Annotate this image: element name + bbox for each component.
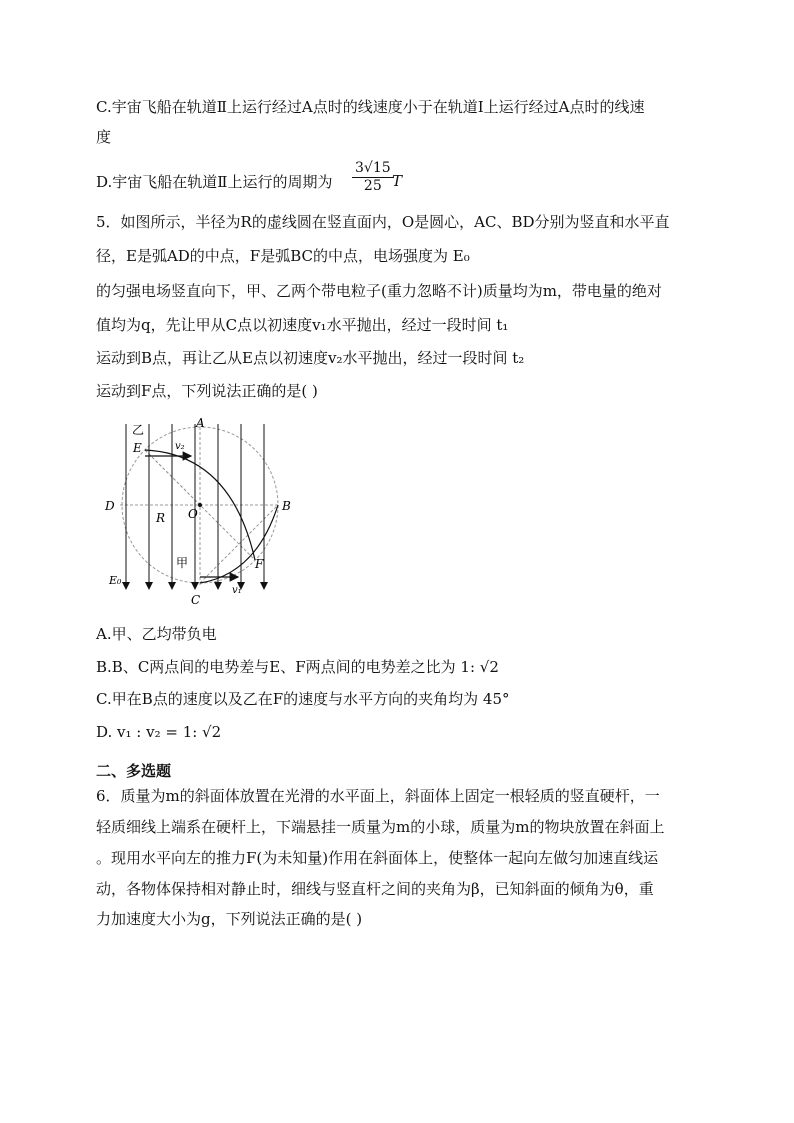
label-v2: v₂: [175, 441, 185, 452]
label-e0: E₀: [109, 574, 122, 587]
label-v1: v₁: [232, 585, 242, 596]
q5-line-6: 运动到F点，下列说法正确的是( ): [96, 382, 318, 400]
label-o: O: [188, 507, 198, 521]
period-symbol: T: [392, 172, 403, 190]
q5-figure: [96, 414, 296, 614]
q5-line-5: 运动到B点，再让乙从E点以初速度v₂水平抛出，经过一段时间 t₂: [96, 349, 525, 367]
option-d-prefix: D.宇宙飞船在轨道Ⅱ上运行的周期为: [96, 173, 333, 191]
q5-option-b: B.B、C两点间的电势差与E、F两点间的电势差之比为 1: √2: [96, 658, 499, 676]
q5-option-d: D. v₁ : v₂ = 1: √2: [96, 723, 222, 741]
fraction-denominator: 25: [363, 178, 382, 194]
label-b: B: [282, 499, 291, 513]
q5-line-4: 值均为q，先让甲从C点以初速度v₁水平抛出，经过一段时间 t₁: [96, 316, 509, 334]
label-r: R: [156, 511, 166, 525]
label-jia: 甲: [176, 556, 189, 570]
label-f: F: [255, 557, 264, 571]
q6-line-5: 力加速度大小为g，下列说法正确的是( ): [96, 910, 363, 928]
period-fraction: [352, 160, 394, 195]
q5-line-3: 的匀强电场竖直向下，甲、乙两个带电粒子(重力忽略不计)质量均为m，带电量的绝对: [96, 282, 662, 300]
option-c-prev-continued: 度: [96, 128, 112, 146]
label-e: E: [133, 441, 142, 455]
label-c: C: [191, 593, 201, 607]
q5-option-c: C.甲在B点的速度以及乙在F的速度与水平方向的夹角均为 45°: [96, 690, 510, 708]
label-a: A: [196, 416, 205, 430]
q6-line-1: 6．质量为m的斜面体放置在光滑的水平面上，斜面体上固定一根轻质的竖直硬杆，一: [96, 787, 660, 805]
q5-line-1: 5．如图所示，半径为R的虚线圆在竖直面内，O是圆心，AC、BD分别为竖直和水平直: [96, 213, 670, 231]
label-d: D: [105, 499, 115, 513]
label-yi: 乙: [132, 423, 145, 437]
option-c-prev: C.宇宙飞船在轨道Ⅱ上运行经过A点时的线速度小于在轨道Ⅰ上运行经过A点时的线速: [96, 98, 645, 116]
fraction-numerator: 3√15: [352, 160, 394, 178]
q5-option-a: A.甲、乙均带负电: [96, 625, 217, 643]
q5-line-2: 径，E是弧AD的中点，F是弧BC的中点，电场强度为 E₀: [96, 247, 470, 265]
option-d-prev: [96, 172, 332, 192]
q6-line-2: 轻质细线上端系在硬杆上，下端悬挂一质量为m的小球，质量为m的物块放置在斜面上: [96, 818, 665, 836]
center-dot: [198, 503, 202, 507]
section-heading: 二、多选题: [96, 762, 172, 780]
q6-line-3: 。现用水平向左的推力F(为未知量)作用在斜面体上，使整体一起向左做匀加速直线运: [96, 849, 659, 867]
q6-line-4: 动，各物体保持相对静止时，细线与竖直杆之间的夹角为β，已知斜面的倾角为θ，重: [96, 880, 654, 898]
